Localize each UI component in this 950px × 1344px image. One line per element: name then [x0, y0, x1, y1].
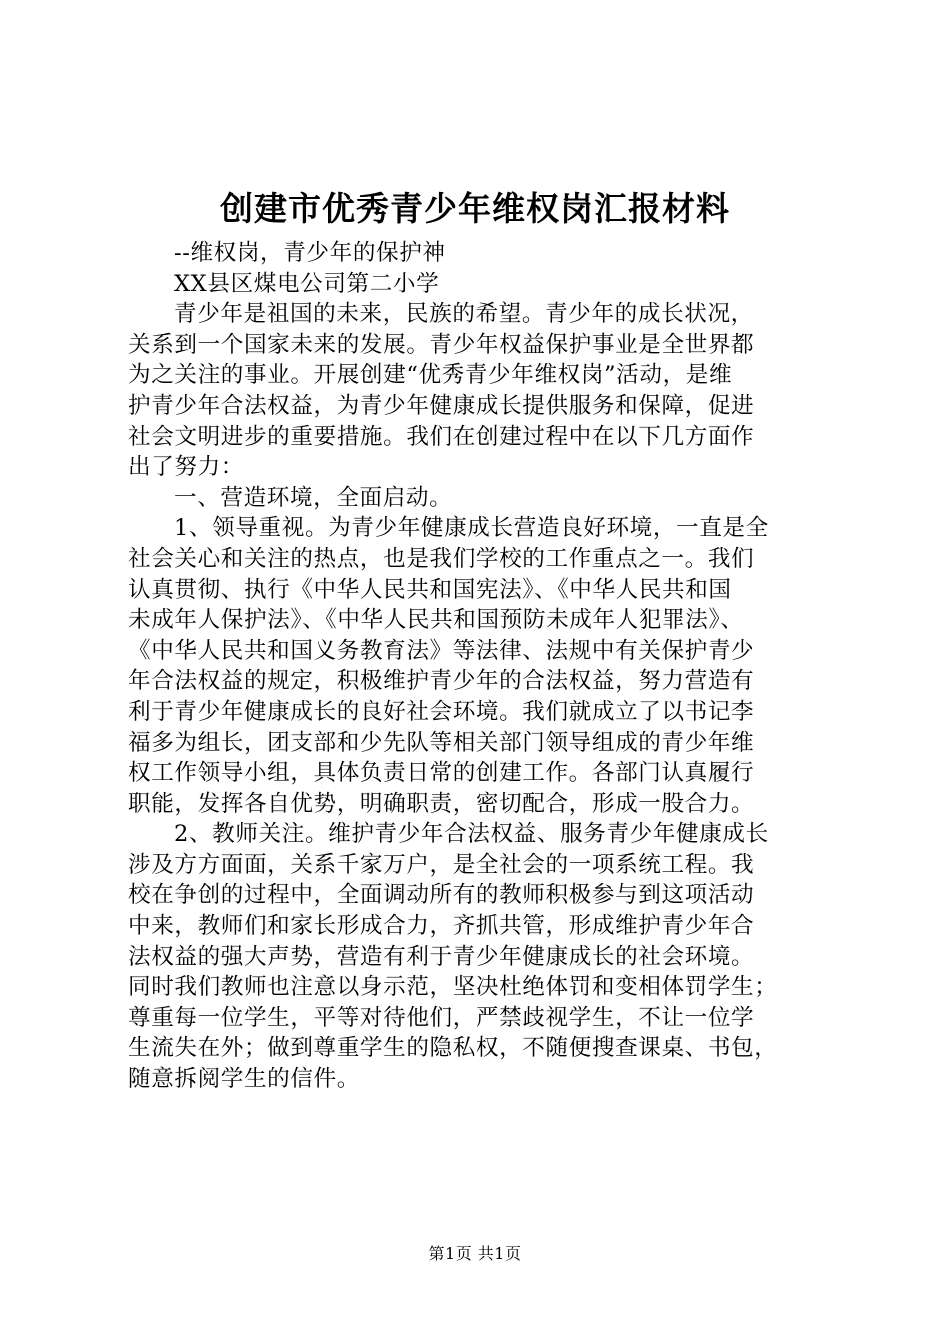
text-line: 认真贯彻、执行《中华人民共和国宪法》、《中华人民共和国 [128, 576, 732, 603]
text-line: 关系到一个国家未来的发展。青少年权益保护事业是全世界都 [128, 331, 755, 358]
text-line: 2、教师关注。维护青少年合法权益、服务青少年健康成长 [174, 821, 769, 848]
page-footer: 第1页 共1页 [428, 1244, 522, 1263]
text-line: 职能，发挥各自优势，明确职责，密切配合，形成一股合力。 [128, 790, 755, 817]
text-line: 未成年人保护法》、《中华人民共和国预防未成年人犯罪法》、 [128, 607, 744, 634]
text-line: 1、领导重视。为青少年健康成长营造良好环境，一直是全 [174, 515, 769, 542]
text-line: 青少年是祖国的未来，民族的希望。青少年的成长状况， [174, 301, 754, 328]
text-line: 社会文明进步的重要措施。我们在创建过程中在以下几方面作 [128, 423, 755, 450]
text-line: 权工作领导小组，具体负责日常的创建工作。各部门认真履行 [128, 760, 755, 787]
text-line: 年合法权益的规定，积极维护青少年的合法权益，努力营造有 [128, 668, 755, 695]
text-line: 一、营造环境，全面启动。 [174, 484, 453, 511]
document-title: 创建市优秀青少年维权岗汇报材料 [220, 189, 730, 228]
text-line: 尊重每一位学生，平等对待他们，严禁歧视学生，不让一位学 [128, 1004, 755, 1031]
text-line: 社会关心和关注的热点，也是我们学校的工作重点之一。我们 [128, 545, 755, 572]
text-line: 中来，教师们和家长形成合力，齐抓共管，形成维护青少年合 [128, 913, 755, 940]
text-line: 利于青少年健康成长的良好社会环境。我们就成立了以书记李 [128, 698, 755, 725]
text-line: 校在争创的过程中，全面调动所有的教师积极参与到这项活动 [128, 882, 755, 909]
text-line: 涉及方方面面，关系千家万户，是全社会的一项系统工程。我 [128, 851, 755, 878]
text-line: --维权岗，青少年的保护神 [174, 240, 446, 266]
text-line: 出了努力： [128, 454, 244, 481]
text-line: 福多为组长，团支部和少先队等相关部门领导组成的青少年维 [128, 729, 755, 756]
document-body [128, 238, 828, 1095]
text-line: 法权益的强大声势，营造有利于青少年健康成长的社会环境。 [128, 943, 755, 970]
text-line: 为之关注的事业。开展创建“优秀青少年维权岗”活动，是维 [128, 362, 733, 389]
text-line: 护青少年合法权益，为青少年健康成长提供服务和保障，促进 [128, 392, 755, 419]
text-line: 《中华人民共和国义务教育法》等法律、法规中有关保护青少 [128, 637, 755, 664]
text-line: 同时我们教师也注意以身示范，坚决杜绝体罚和变相体罚学生； [128, 974, 778, 1001]
text-line: XX县区煤电公司第二小学 [174, 270, 440, 297]
text-line: 生流失在外；做到尊重学生的隐私权，不随便搜查课桌、书包， [128, 1035, 778, 1062]
text-line: 随意拆阅学生的信件。 [128, 1066, 360, 1093]
